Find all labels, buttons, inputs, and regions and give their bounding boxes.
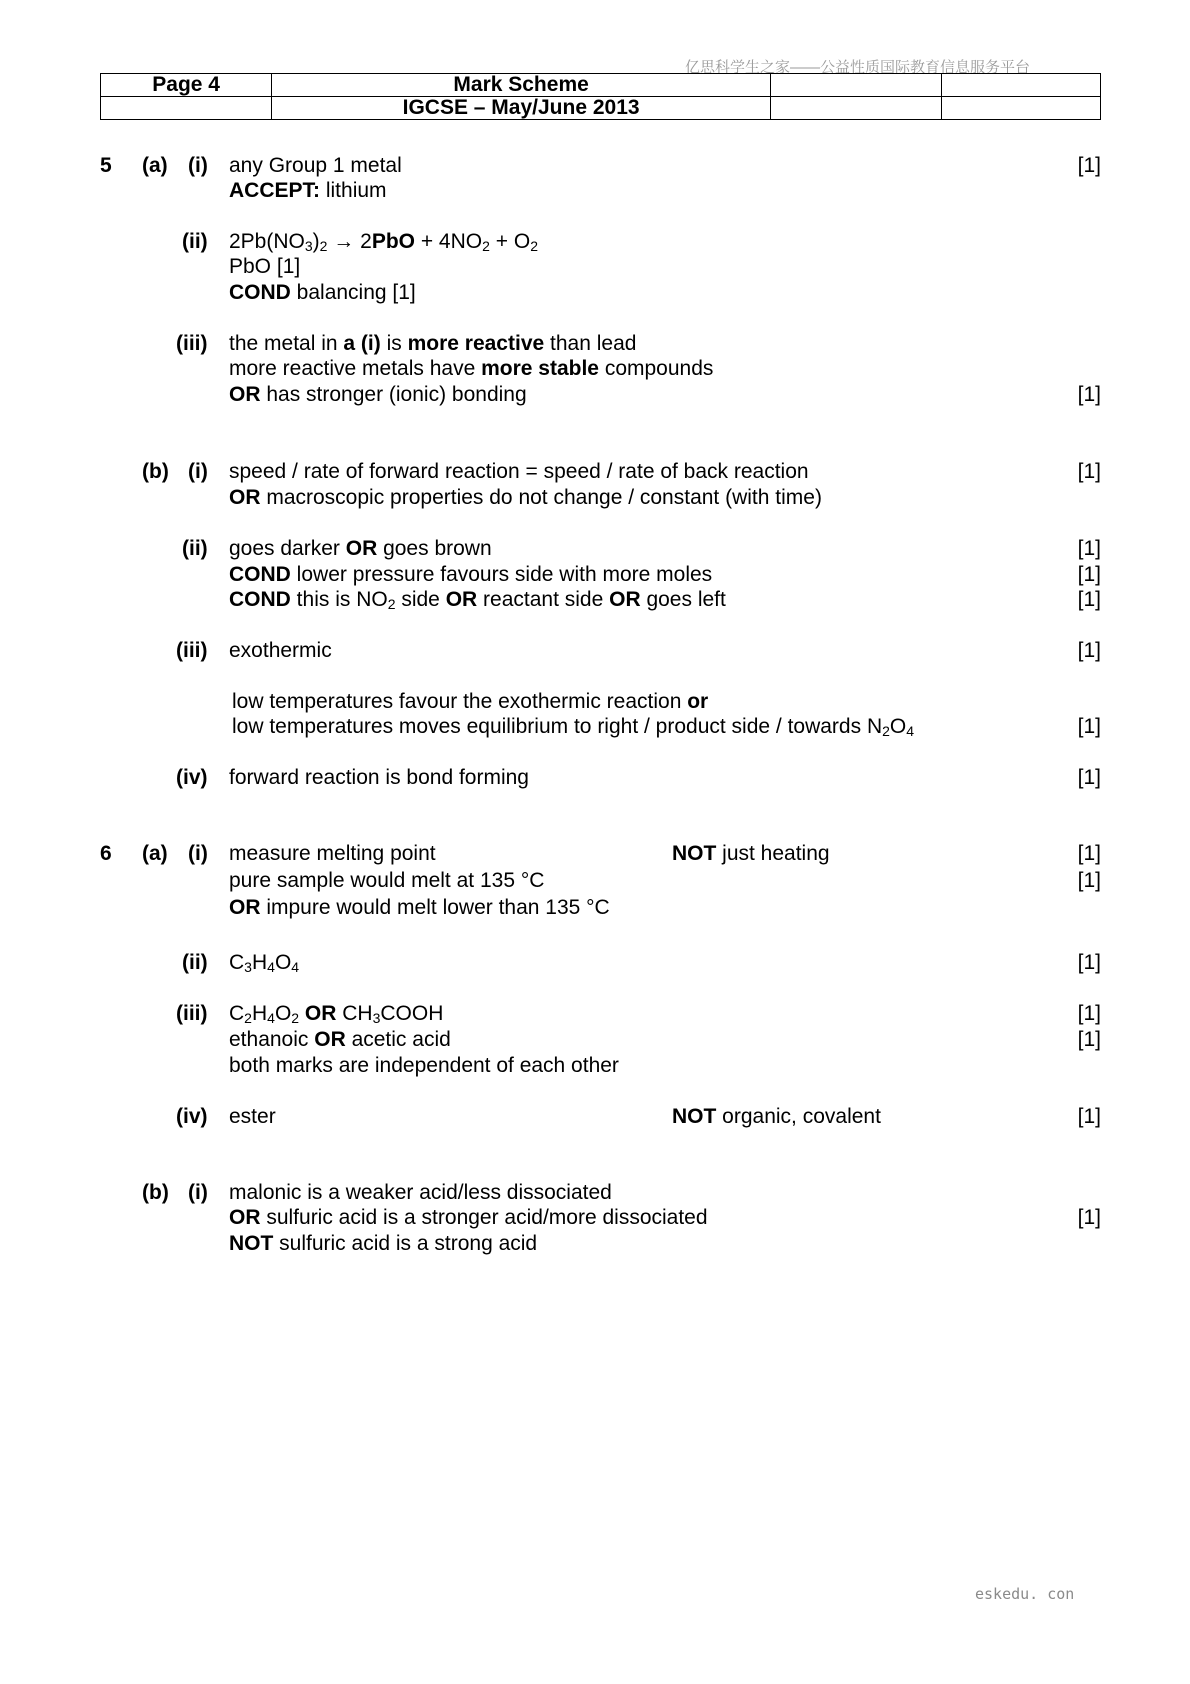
text: goes brown: [377, 537, 492, 560]
keyword-or: OR: [229, 1206, 261, 1229]
answer-text: exothermic: [229, 639, 332, 662]
mark: [1]: [1077, 1206, 1101, 1229]
text: + 4NO: [414, 230, 483, 253]
subpart-label: (i): [188, 842, 208, 865]
answer-text: [229, 1207, 708, 1228]
answer-text: pure sample would melt at 135 °C: [229, 869, 545, 892]
subpart-label: (iii): [176, 639, 208, 662]
subscript: 2: [319, 238, 328, 254]
text: reactant side: [477, 588, 610, 611]
keyword-or: OR: [609, 588, 641, 611]
subpart-label: (i): [188, 460, 208, 483]
subpart-label: (iv): [176, 766, 208, 789]
text: lower pressure favours side with more moles: [290, 563, 713, 586]
mark: [1]: [1077, 563, 1101, 586]
answer-text: [229, 589, 726, 610]
formula: [229, 952, 299, 973]
text: low temperatures moves equilibrium to right / product side / towards N: [232, 715, 883, 738]
keyword-or: OR: [445, 588, 478, 611]
subscript: 2: [387, 596, 396, 612]
text: just heating: [716, 842, 830, 865]
text: acetic acid: [345, 1028, 451, 1051]
keyword-or: OR: [304, 1002, 337, 1025]
text: → 2: [327, 230, 372, 253]
text: C: [229, 1002, 245, 1025]
keyword-cond: COND: [229, 563, 291, 586]
footer-source: eskedu. con: [975, 1585, 1075, 1603]
text: 2Pb(NO: [229, 230, 305, 253]
subpart-label: (ii): [182, 230, 208, 253]
question-number: 5: [100, 154, 112, 177]
mark: [1]: [1077, 537, 1101, 560]
mark: [1]: [1077, 1002, 1101, 1025]
part-label: (b): [142, 1181, 169, 1204]
subpart-label: (i): [188, 154, 208, 177]
formula: [229, 1003, 443, 1024]
answer-text: [229, 1029, 451, 1050]
subscript: 4: [267, 959, 275, 975]
subpart-label: (ii): [182, 537, 208, 560]
answer-text: [229, 180, 387, 201]
mark: [1]: [1077, 951, 1101, 974]
subpart-label: (ii): [182, 951, 208, 974]
subscript: 4: [267, 1010, 275, 1026]
keyword-not: NOT: [672, 842, 717, 865]
subpart-label: (iv): [176, 1105, 208, 1128]
text: O: [274, 1002, 292, 1025]
part-label: (a): [142, 842, 168, 865]
subscript: 2: [244, 1010, 252, 1026]
mark: [1]: [1077, 639, 1101, 662]
answer-text: [229, 897, 610, 918]
subscript: 3: [304, 238, 313, 254]
text: ): [312, 230, 320, 253]
answer-text: forward reaction is bond forming: [229, 766, 529, 789]
text: + O: [489, 230, 531, 253]
mark: [1]: [1077, 1028, 1101, 1051]
text: the metal in: [229, 332, 344, 355]
keyword-or: OR: [345, 537, 378, 560]
answer-text: [229, 333, 636, 354]
answer-text: [229, 564, 712, 585]
keyword-or: OR: [229, 383, 261, 406]
subscript: 3: [372, 1010, 381, 1026]
keyword: more stable: [481, 357, 599, 380]
subscript: 2: [291, 1010, 300, 1026]
header-empty-cell: [770, 74, 941, 97]
text: compounds: [599, 357, 714, 380]
text: ethanoic: [229, 1028, 315, 1051]
header-empty-cell: [941, 74, 1100, 97]
answer-text: speed / rate of forward reaction = speed / rate of back reaction: [229, 460, 809, 483]
mark: [1]: [1077, 154, 1101, 177]
mark: [1]: [1077, 869, 1101, 892]
text: side: [395, 588, 446, 611]
text: this is NO: [290, 588, 388, 611]
subscript: 4: [291, 959, 300, 975]
keyword-not: NOT: [672, 1105, 717, 1128]
question-number: 6: [100, 842, 112, 865]
text: impure would melt lower than 135 °C: [260, 896, 610, 919]
text: COOH: [380, 1002, 444, 1025]
text: O: [274, 951, 292, 974]
text: organic, covalent: [716, 1105, 881, 1128]
keyword-not: NOT: [229, 1232, 274, 1255]
mark: [1]: [1077, 588, 1101, 611]
header-empty-cell: [770, 97, 941, 120]
mark: [1]: [1077, 766, 1101, 789]
header-page: Page 4: [101, 74, 272, 97]
mark: [1]: [1077, 1105, 1101, 1128]
text: goes darker: [229, 537, 346, 560]
text: has stronger (ionic) bonding: [260, 383, 527, 406]
mark: [1]: [1077, 383, 1101, 406]
header-table: [100, 73, 1101, 120]
subscript: 2: [482, 238, 490, 254]
text: C: [229, 951, 245, 974]
watermark: 亿思科学生之家——公益性质国际教育信息服务平台: [685, 59, 1031, 76]
mark: [1]: [1077, 842, 1101, 865]
answer-text: [229, 538, 492, 559]
text: than lead: [544, 332, 637, 355]
answer-text: [229, 358, 713, 379]
keyword-cond: COND: [229, 588, 291, 611]
text: sulfuric acid is a strong acid: [273, 1232, 538, 1255]
text: H: [251, 1002, 268, 1025]
text: CH: [336, 1002, 373, 1025]
text: low temperatures favour the exothermic reaction: [232, 690, 688, 713]
answer-text: [229, 282, 416, 303]
keyword-or: OR: [229, 486, 261, 509]
answer-text: both marks are independent of each other: [229, 1054, 619, 1077]
header-empty-cell: [941, 97, 1100, 120]
equation: [229, 231, 538, 252]
answer-text: PbO [1]: [229, 255, 301, 278]
header-syllabus: IGCSE – May/June 2013: [272, 97, 771, 120]
answer-text: ester: [229, 1105, 276, 1128]
text: sulfuric acid is a stronger acid/more dissociated: [260, 1206, 708, 1229]
header-empty-cell: [101, 97, 272, 120]
keyword: more reactive: [407, 332, 545, 355]
text: O: [889, 715, 907, 738]
keyword-cond: COND: [229, 281, 291, 304]
subscript: 3: [244, 959, 252, 975]
subscript: 2: [882, 723, 890, 739]
text: is: [380, 332, 408, 355]
answer-text: measure melting point: [229, 842, 436, 865]
text: H: [251, 951, 268, 974]
answer-note: [672, 843, 830, 864]
subscript: 4: [906, 723, 915, 739]
keyword: a (i): [343, 332, 381, 355]
answer-text: [229, 384, 527, 405]
text: macroscopic properties do not change / constant (with time): [260, 486, 822, 509]
mark: [1]: [1077, 715, 1101, 738]
answer-text: [232, 691, 708, 712]
subpart-label: (iii): [176, 332, 208, 355]
answer-text: malonic is a weaker acid/less dissociated: [229, 1181, 612, 1204]
keyword: PbO: [371, 230, 415, 253]
keyword-or: OR: [314, 1028, 346, 1051]
answer-text: [232, 716, 914, 737]
answer-text: [229, 1233, 537, 1254]
mark: [1]: [1077, 460, 1101, 483]
answer-text: [229, 487, 822, 508]
text: more reactive metals have: [229, 357, 482, 380]
keyword-or: or: [687, 690, 709, 713]
answer-note: [672, 1106, 881, 1127]
answer-text: any Group 1 metal: [229, 154, 402, 177]
subpart-label: (iii): [176, 1002, 208, 1025]
header-title: Mark Scheme: [272, 74, 771, 97]
part-label: (a): [142, 154, 168, 177]
keyword-or: OR: [229, 896, 261, 919]
part-label: (b): [142, 460, 169, 483]
subpart-label: (i): [188, 1181, 208, 1204]
keyword-accept: ACCEPT:: [229, 179, 321, 202]
text: balancing [1]: [290, 281, 416, 304]
text: goes left: [640, 588, 726, 611]
text: lithium: [320, 179, 387, 202]
subscript: 2: [530, 238, 538, 254]
